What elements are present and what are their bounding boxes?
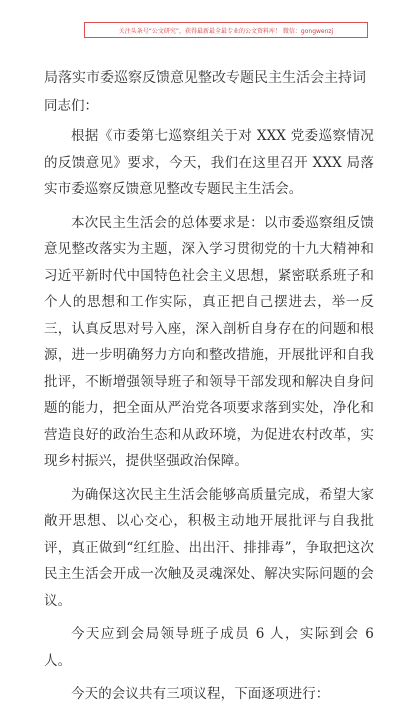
paragraph-4: 今天应到会局领导班子成员 6 人，实际到会 6 人。 (44, 626, 374, 669)
salutation: 同志们： (44, 98, 98, 114)
paragraph-1: 根据《市委第七巡察组关于对 XXX 党委巡察情况的反馈意见》要求，今天，我们在这里召开 XXX 局落实市委巡察反馈意见整改专题民主生活会。 (44, 128, 374, 197)
paragraph-3: 为确保这次民主生活会能够高质量完成，希望大家敞开思想、以心交心，积极主动地开展批评与自我批评，真正做到“红红脸、出出汗、排排毒”，争取把这次民主生活会开成一次触及灵魂深处、解决实际问题的会议。 (44, 486, 374, 609)
document-title: 局落实市委巡察反馈意见整改专题民主生活会主持词 (44, 70, 366, 86)
paragraph-2: 本次民主生活会的总体要求是：以市委巡察组反馈意见整改落实为主题，深入学习贯彻党的十九大精神和习近平新时代中国特色社会主义思想，紧密联系班子和个人的思想和工作实际，真正把自己摆进去，举一反三，认真反思对号入座，深入剖析自身存在的问题和根源，进一步明确努力方向和整改措施，开展批评和自我批评，不断增强领导班子和领导干部发现和解决自身问题的能力，把全面从严治党各项要求落到实处，净化和营造良好的政治生态和从政环境，为促进农村改革，实现乡村振兴，提供坚强政治保障。 (44, 214, 374, 469)
header-banner: 关注头条号“公文研究”，获得最新最全最专业的公文资料库！ 微信：gongwenzj (84, 22, 368, 38)
paragraph-5: 今天的会议共有三项议程，下面逐项进行： (71, 686, 330, 702)
document-body (44, 68, 374, 715)
